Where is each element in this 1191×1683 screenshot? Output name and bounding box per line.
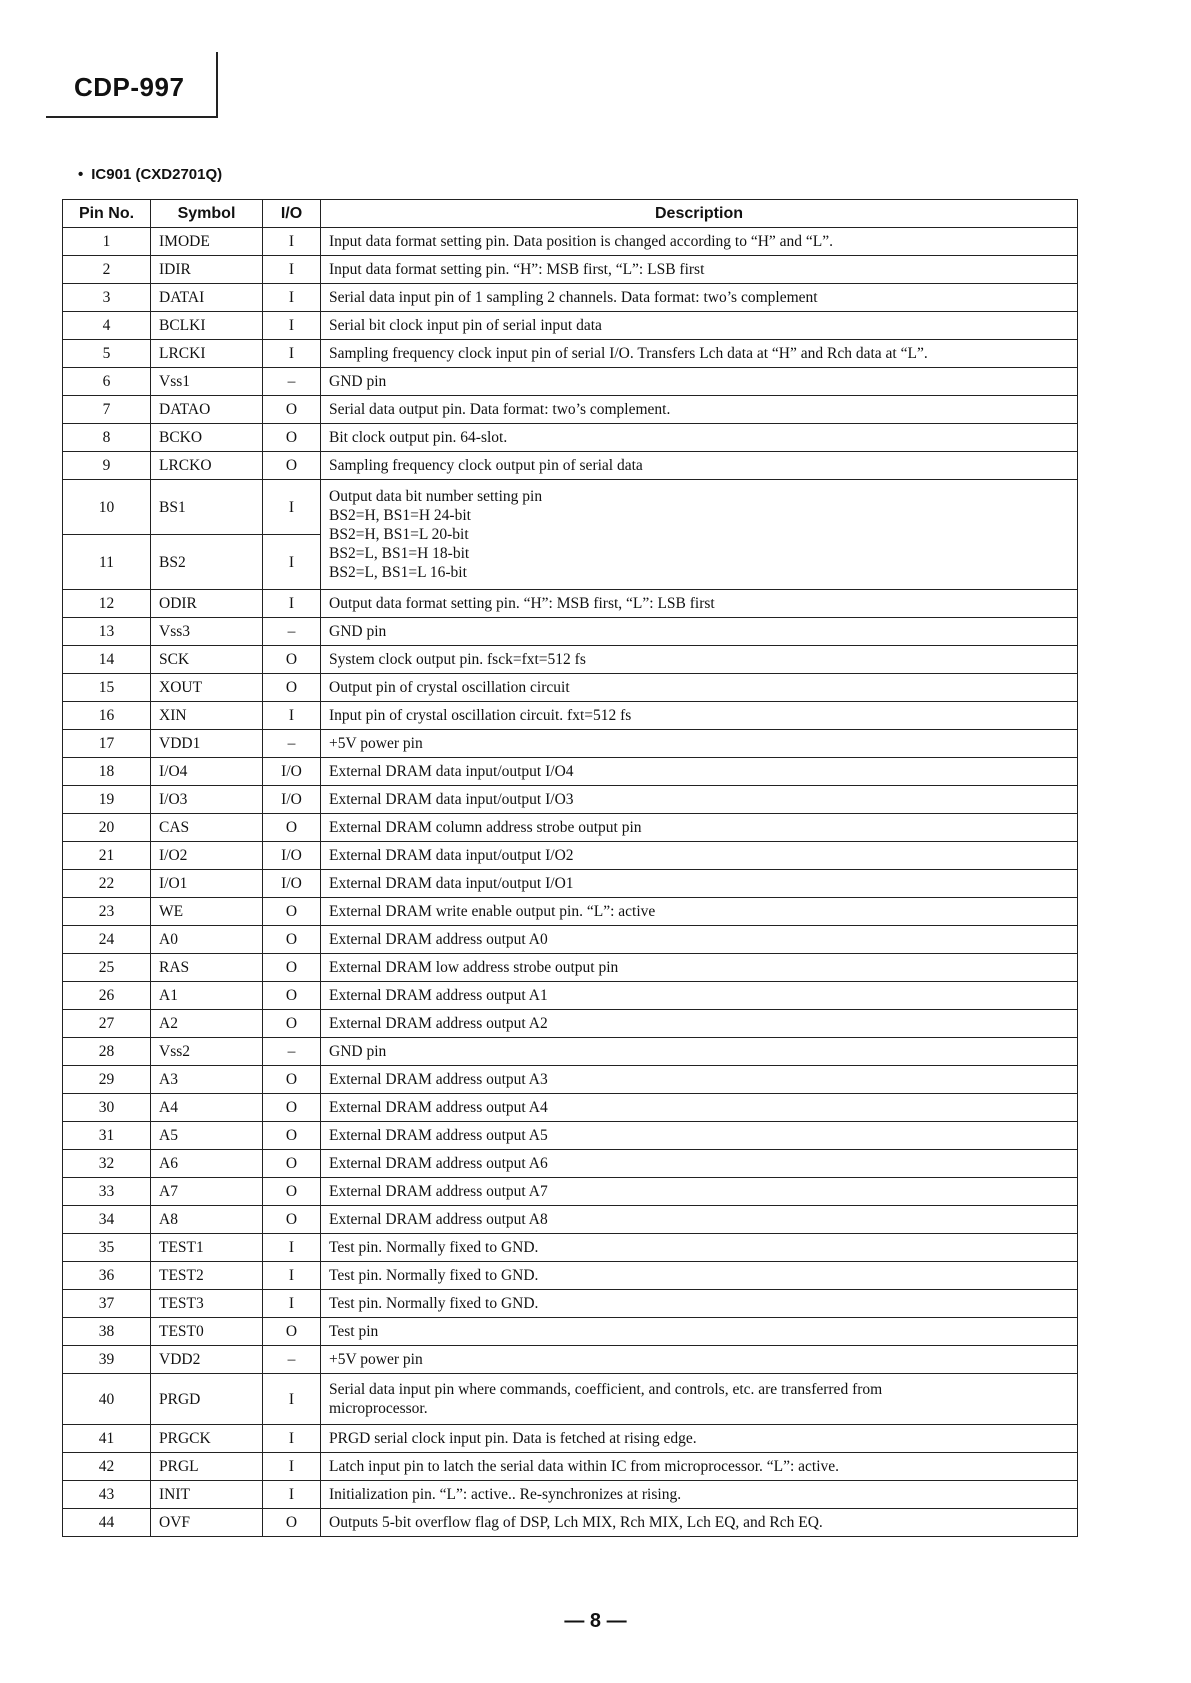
pin-description: Input data format setting pin. Data position is changed according to “H” and “L”. bbox=[321, 228, 1078, 256]
page-number: — 8 — bbox=[564, 1610, 627, 1632]
pin-symbol: BCKO bbox=[151, 424, 263, 452]
pin-number: 5 bbox=[63, 340, 151, 368]
pin-io: O bbox=[263, 814, 321, 842]
table-row bbox=[63, 480, 1078, 535]
pin-number: 20 bbox=[63, 814, 151, 842]
pin-description: Test pin. Normally fixed to GND. bbox=[321, 1290, 1078, 1318]
pin-symbol: LRCKO bbox=[151, 452, 263, 480]
model-title: CDP-997 bbox=[74, 72, 185, 102]
pin-number: 35 bbox=[63, 1234, 151, 1262]
table-row bbox=[63, 452, 1078, 480]
pin-io: I bbox=[263, 340, 321, 368]
table-row bbox=[63, 1178, 1078, 1206]
table-row bbox=[63, 1318, 1078, 1346]
table-row bbox=[63, 618, 1078, 646]
pin-symbol: CAS bbox=[151, 814, 263, 842]
pin-description: External DRAM data input/output I/O3 bbox=[321, 786, 1078, 814]
pin-number: 44 bbox=[63, 1509, 151, 1537]
table-row bbox=[63, 1038, 1078, 1066]
pin-symbol: A4 bbox=[151, 1094, 263, 1122]
pin-symbol: IMODE bbox=[151, 228, 263, 256]
table-row bbox=[63, 590, 1078, 618]
table-body bbox=[63, 228, 1078, 1537]
pin-symbol: A8 bbox=[151, 1206, 263, 1234]
pin-io: O bbox=[263, 396, 321, 424]
table-row bbox=[63, 1509, 1078, 1537]
pin-description: Test pin. Normally fixed to GND. bbox=[321, 1234, 1078, 1262]
pin-number: 26 bbox=[63, 982, 151, 1010]
pin-symbol: VDD1 bbox=[151, 730, 263, 758]
pin-io: – bbox=[263, 1038, 321, 1066]
pin-description: PRGD serial clock input pin. Data is fetched at rising edge. bbox=[321, 1425, 1078, 1453]
description-line: Output data bit number setting pin bbox=[329, 488, 543, 505]
pin-number: 18 bbox=[63, 758, 151, 786]
pin-number: 25 bbox=[63, 954, 151, 982]
table-row bbox=[63, 646, 1078, 674]
table-row bbox=[63, 396, 1078, 424]
pin-io: I bbox=[263, 1262, 321, 1290]
pin-io: I bbox=[263, 1481, 321, 1509]
pin-io: O bbox=[263, 1318, 321, 1346]
pin-description: Latch input pin to latch the serial data within IC from microprocessor. “L”: active. bbox=[321, 1453, 1078, 1481]
pin-symbol: A1 bbox=[151, 982, 263, 1010]
table-row bbox=[63, 674, 1078, 702]
pin-symbol: PRGL bbox=[151, 1453, 263, 1481]
pin-io: I bbox=[263, 702, 321, 730]
pin-symbol: BCLKI bbox=[151, 312, 263, 340]
section-title bbox=[78, 166, 222, 183]
table-row bbox=[63, 982, 1078, 1010]
pin-number: 13 bbox=[63, 618, 151, 646]
table-row bbox=[63, 842, 1078, 870]
pin-description: External DRAM address output A7 bbox=[321, 1178, 1078, 1206]
description-line: BS2=H, BS1=H 24-bit bbox=[329, 507, 471, 524]
pin-number: 10 bbox=[63, 480, 151, 535]
header-symbol: Symbol bbox=[151, 200, 263, 228]
pin-description: External DRAM address output A2 bbox=[321, 1010, 1078, 1038]
pin-number: 38 bbox=[63, 1318, 151, 1346]
pin-number: 34 bbox=[63, 1206, 151, 1234]
table-row bbox=[63, 368, 1078, 396]
pin-number: 30 bbox=[63, 1094, 151, 1122]
pin-io: I/O bbox=[263, 758, 321, 786]
table-row bbox=[63, 1206, 1078, 1234]
pin-symbol: SCK bbox=[151, 646, 263, 674]
pin-number: 3 bbox=[63, 284, 151, 312]
pin-io: – bbox=[263, 1346, 321, 1374]
pin-symbol: A3 bbox=[151, 1066, 263, 1094]
header-description: Description bbox=[321, 200, 1078, 228]
pin-description: External DRAM data input/output I/O1 bbox=[321, 870, 1078, 898]
table-row bbox=[63, 814, 1078, 842]
description-line: microprocessor. bbox=[329, 1400, 428, 1417]
table-header-row bbox=[63, 200, 1078, 228]
pin-io: I bbox=[263, 590, 321, 618]
model-header bbox=[46, 52, 218, 118]
pin-number: 28 bbox=[63, 1038, 151, 1066]
pin-description: Sampling frequency clock output pin of serial data bbox=[321, 452, 1078, 480]
pin-number: 39 bbox=[63, 1346, 151, 1374]
pin-number: 16 bbox=[63, 702, 151, 730]
pin-description: Bit clock output pin. 64-slot. bbox=[321, 424, 1078, 452]
pin-number: 2 bbox=[63, 256, 151, 284]
pin-symbol: LRCKI bbox=[151, 340, 263, 368]
pin-table bbox=[62, 199, 1078, 1537]
pin-description: GND pin bbox=[321, 1038, 1078, 1066]
pin-symbol: A0 bbox=[151, 926, 263, 954]
pin-number: 29 bbox=[63, 1066, 151, 1094]
pin-description: Input data format setting pin. “H”: MSB first, “L”: LSB first bbox=[321, 256, 1078, 284]
pin-number: 21 bbox=[63, 842, 151, 870]
table-row bbox=[63, 424, 1078, 452]
pin-symbol: A6 bbox=[151, 1150, 263, 1178]
pin-io: I bbox=[263, 1425, 321, 1453]
pin-symbol: I/O3 bbox=[151, 786, 263, 814]
pin-io: I/O bbox=[263, 870, 321, 898]
pin-description: External DRAM address output A8 bbox=[321, 1206, 1078, 1234]
description-line: BS2=L, BS1=L 16-bit bbox=[329, 564, 467, 581]
pin-io: O bbox=[263, 452, 321, 480]
pin-io: O bbox=[263, 1206, 321, 1234]
description-line: BS2=L, BS1=H 18-bit bbox=[329, 545, 470, 562]
pin-description: Serial data input pin of 1 sampling 2 channels. Data format: two’s complement bbox=[321, 284, 1078, 312]
pin-number: 1 bbox=[63, 228, 151, 256]
header-io: I/O bbox=[263, 200, 321, 228]
pin-symbol: A2 bbox=[151, 1010, 263, 1038]
pin-io: I bbox=[263, 1453, 321, 1481]
pin-description: Test pin bbox=[321, 1318, 1078, 1346]
pin-description: GND pin bbox=[321, 618, 1078, 646]
pin-io: O bbox=[263, 1066, 321, 1094]
pin-symbol: I/O2 bbox=[151, 842, 263, 870]
pin-io: I bbox=[263, 1374, 321, 1425]
table-row bbox=[63, 1374, 1078, 1425]
pin-number: 36 bbox=[63, 1262, 151, 1290]
pin-description: System clock output pin. fsck=fxt=512 fs bbox=[321, 646, 1078, 674]
table-row bbox=[63, 702, 1078, 730]
pin-description: External DRAM address output A4 bbox=[321, 1094, 1078, 1122]
pin-io: – bbox=[263, 618, 321, 646]
table-row bbox=[63, 1481, 1078, 1509]
pin-description: +5V power pin bbox=[321, 730, 1078, 758]
pin-description: +5V power pin bbox=[321, 1346, 1078, 1374]
pin-io: I bbox=[263, 1234, 321, 1262]
table-row bbox=[63, 228, 1078, 256]
pin-number: 27 bbox=[63, 1010, 151, 1038]
table-row bbox=[63, 786, 1078, 814]
pin-io: O bbox=[263, 898, 321, 926]
pin-description: External DRAM column address strobe output pin bbox=[321, 814, 1078, 842]
pin-symbol: BS1 bbox=[151, 480, 263, 535]
pin-io: I/O bbox=[263, 786, 321, 814]
pin-io: I bbox=[263, 228, 321, 256]
pin-description: Sampling frequency clock input pin of serial I/O. Transfers Lch data at “H” and Rch data at “L”. bbox=[321, 340, 1078, 368]
pin-io: O bbox=[263, 1509, 321, 1537]
pin-number: 9 bbox=[63, 452, 151, 480]
pin-symbol: TEST2 bbox=[151, 1262, 263, 1290]
pin-description: Serial bit clock input pin of serial input data bbox=[321, 312, 1078, 340]
pin-number: 42 bbox=[63, 1453, 151, 1481]
table-row bbox=[63, 1122, 1078, 1150]
pin-symbol: A7 bbox=[151, 1178, 263, 1206]
pin-description: External DRAM low address strobe output pin bbox=[321, 954, 1078, 982]
table-row bbox=[63, 1453, 1078, 1481]
pin-number: 31 bbox=[63, 1122, 151, 1150]
pin-io: I bbox=[263, 284, 321, 312]
pin-io: O bbox=[263, 954, 321, 982]
table-row bbox=[63, 954, 1078, 982]
section-title-text: IC901 (CXD2701Q) bbox=[91, 166, 223, 183]
pin-description: Initialization pin. “L”: active.. Re-synchronizes at rising. bbox=[321, 1481, 1078, 1509]
pin-symbol: RAS bbox=[151, 954, 263, 982]
pin-number: 4 bbox=[63, 312, 151, 340]
pin-description: External DRAM write enable output pin. “L”: active bbox=[321, 898, 1078, 926]
table-row bbox=[63, 1262, 1078, 1290]
pin-symbol: IDIR bbox=[151, 256, 263, 284]
pin-symbol: PRGCK bbox=[151, 1425, 263, 1453]
table-row bbox=[63, 1066, 1078, 1094]
pin-io: O bbox=[263, 982, 321, 1010]
pin-symbol: ODIR bbox=[151, 590, 263, 618]
pin-symbol: DATAI bbox=[151, 284, 263, 312]
pin-number: 12 bbox=[63, 590, 151, 618]
pin-number: 7 bbox=[63, 396, 151, 424]
pin-number: 6 bbox=[63, 368, 151, 396]
pin-io: I bbox=[263, 1290, 321, 1318]
pin-description: GND pin bbox=[321, 368, 1078, 396]
pin-symbol: PRGD bbox=[151, 1374, 263, 1425]
pin-io: I bbox=[263, 535, 321, 590]
pin-symbol: TEST3 bbox=[151, 1290, 263, 1318]
pin-symbol: VDD2 bbox=[151, 1346, 263, 1374]
pin-io: O bbox=[263, 1150, 321, 1178]
pin-io: O bbox=[263, 1122, 321, 1150]
pin-number: 15 bbox=[63, 674, 151, 702]
description-line: Serial data input pin where commands, coefficient, and controls, etc. are transferred from bbox=[329, 1381, 883, 1398]
pin-description: External DRAM address output A6 bbox=[321, 1150, 1078, 1178]
pin-symbol: A5 bbox=[151, 1122, 263, 1150]
table-row bbox=[63, 256, 1078, 284]
table-row bbox=[63, 1425, 1078, 1453]
pin-number: 41 bbox=[63, 1425, 151, 1453]
pin-io: O bbox=[263, 1094, 321, 1122]
pin-number: 40 bbox=[63, 1374, 151, 1425]
pin-symbol: Vss2 bbox=[151, 1038, 263, 1066]
pin-io: I/O bbox=[263, 842, 321, 870]
pin-symbol: I/O4 bbox=[151, 758, 263, 786]
pin-number: 11 bbox=[63, 535, 151, 590]
pin-symbol: BS2 bbox=[151, 535, 263, 590]
pin-description: External DRAM address output A1 bbox=[321, 982, 1078, 1010]
table-row bbox=[63, 758, 1078, 786]
pin-symbol: DATAO bbox=[151, 396, 263, 424]
pin-io: I bbox=[263, 312, 321, 340]
bullet: • bbox=[78, 166, 84, 183]
pin-symbol: I/O1 bbox=[151, 870, 263, 898]
pin-description: External DRAM data input/output I/O4 bbox=[321, 758, 1078, 786]
pin-symbol: TEST1 bbox=[151, 1234, 263, 1262]
table-row bbox=[63, 730, 1078, 758]
table-row bbox=[63, 1346, 1078, 1374]
pin-number: 22 bbox=[63, 870, 151, 898]
pin-number: 19 bbox=[63, 786, 151, 814]
pin-symbol: Vss1 bbox=[151, 368, 263, 396]
pin-symbol: TEST0 bbox=[151, 1318, 263, 1346]
pin-description: Output pin of crystal oscillation circuit bbox=[321, 674, 1078, 702]
pin-io: O bbox=[263, 926, 321, 954]
table-row bbox=[63, 870, 1078, 898]
pin-io: – bbox=[263, 368, 321, 396]
pin-number: 8 bbox=[63, 424, 151, 452]
pin-io: I bbox=[263, 480, 321, 535]
pin-io: O bbox=[263, 1178, 321, 1206]
pin-description: Serial data output pin. Data format: two’s complement. bbox=[321, 396, 1078, 424]
table-row bbox=[63, 1150, 1078, 1178]
pin-io: O bbox=[263, 424, 321, 452]
pin-number: 43 bbox=[63, 1481, 151, 1509]
pin-description: Input pin of crystal oscillation circuit. fxt=512 fs bbox=[321, 702, 1078, 730]
pin-io: O bbox=[263, 646, 321, 674]
pin-number: 17 bbox=[63, 730, 151, 758]
pin-number: 14 bbox=[63, 646, 151, 674]
pin-symbol: XOUT bbox=[151, 674, 263, 702]
pin-number: 37 bbox=[63, 1290, 151, 1318]
table-row bbox=[63, 926, 1078, 954]
pin-number: 24 bbox=[63, 926, 151, 954]
pin-description: Test pin. Normally fixed to GND. bbox=[321, 1262, 1078, 1290]
pin-description: Outputs 5-bit overflow flag of DSP, Lch MIX, Rch MIX, Lch EQ, and Rch EQ. bbox=[321, 1509, 1078, 1537]
pin-symbol: WE bbox=[151, 898, 263, 926]
pin-symbol: Vss3 bbox=[151, 618, 263, 646]
pin-description: External DRAM address output A5 bbox=[321, 1122, 1078, 1150]
pin-number: 33 bbox=[63, 1178, 151, 1206]
pin-description bbox=[321, 1374, 1078, 1425]
pin-description: External DRAM address output A3 bbox=[321, 1066, 1078, 1094]
table-row bbox=[63, 312, 1078, 340]
description-line: BS2=H, BS1=L 20-bit bbox=[329, 526, 469, 543]
pin-description bbox=[321, 480, 1078, 590]
table-row bbox=[63, 1010, 1078, 1038]
pin-number: 32 bbox=[63, 1150, 151, 1178]
pin-symbol: XIN bbox=[151, 702, 263, 730]
pin-number: 23 bbox=[63, 898, 151, 926]
table-row bbox=[63, 340, 1078, 368]
header-pin: Pin No. bbox=[63, 200, 151, 228]
pin-description: External DRAM address output A0 bbox=[321, 926, 1078, 954]
pin-description: Output data format setting pin. “H”: MSB first, “L”: LSB first bbox=[321, 590, 1078, 618]
table-row bbox=[63, 284, 1078, 312]
pin-symbol: INIT bbox=[151, 1481, 263, 1509]
pin-io: – bbox=[263, 730, 321, 758]
table-row bbox=[63, 1290, 1078, 1318]
pin-io: O bbox=[263, 674, 321, 702]
pin-description: External DRAM data input/output I/O2 bbox=[321, 842, 1078, 870]
pin-io: I bbox=[263, 256, 321, 284]
table-row bbox=[63, 1094, 1078, 1122]
table-row bbox=[63, 1234, 1078, 1262]
pin-symbol: OVF bbox=[151, 1509, 263, 1537]
table-row bbox=[63, 898, 1078, 926]
pin-io: O bbox=[263, 1010, 321, 1038]
